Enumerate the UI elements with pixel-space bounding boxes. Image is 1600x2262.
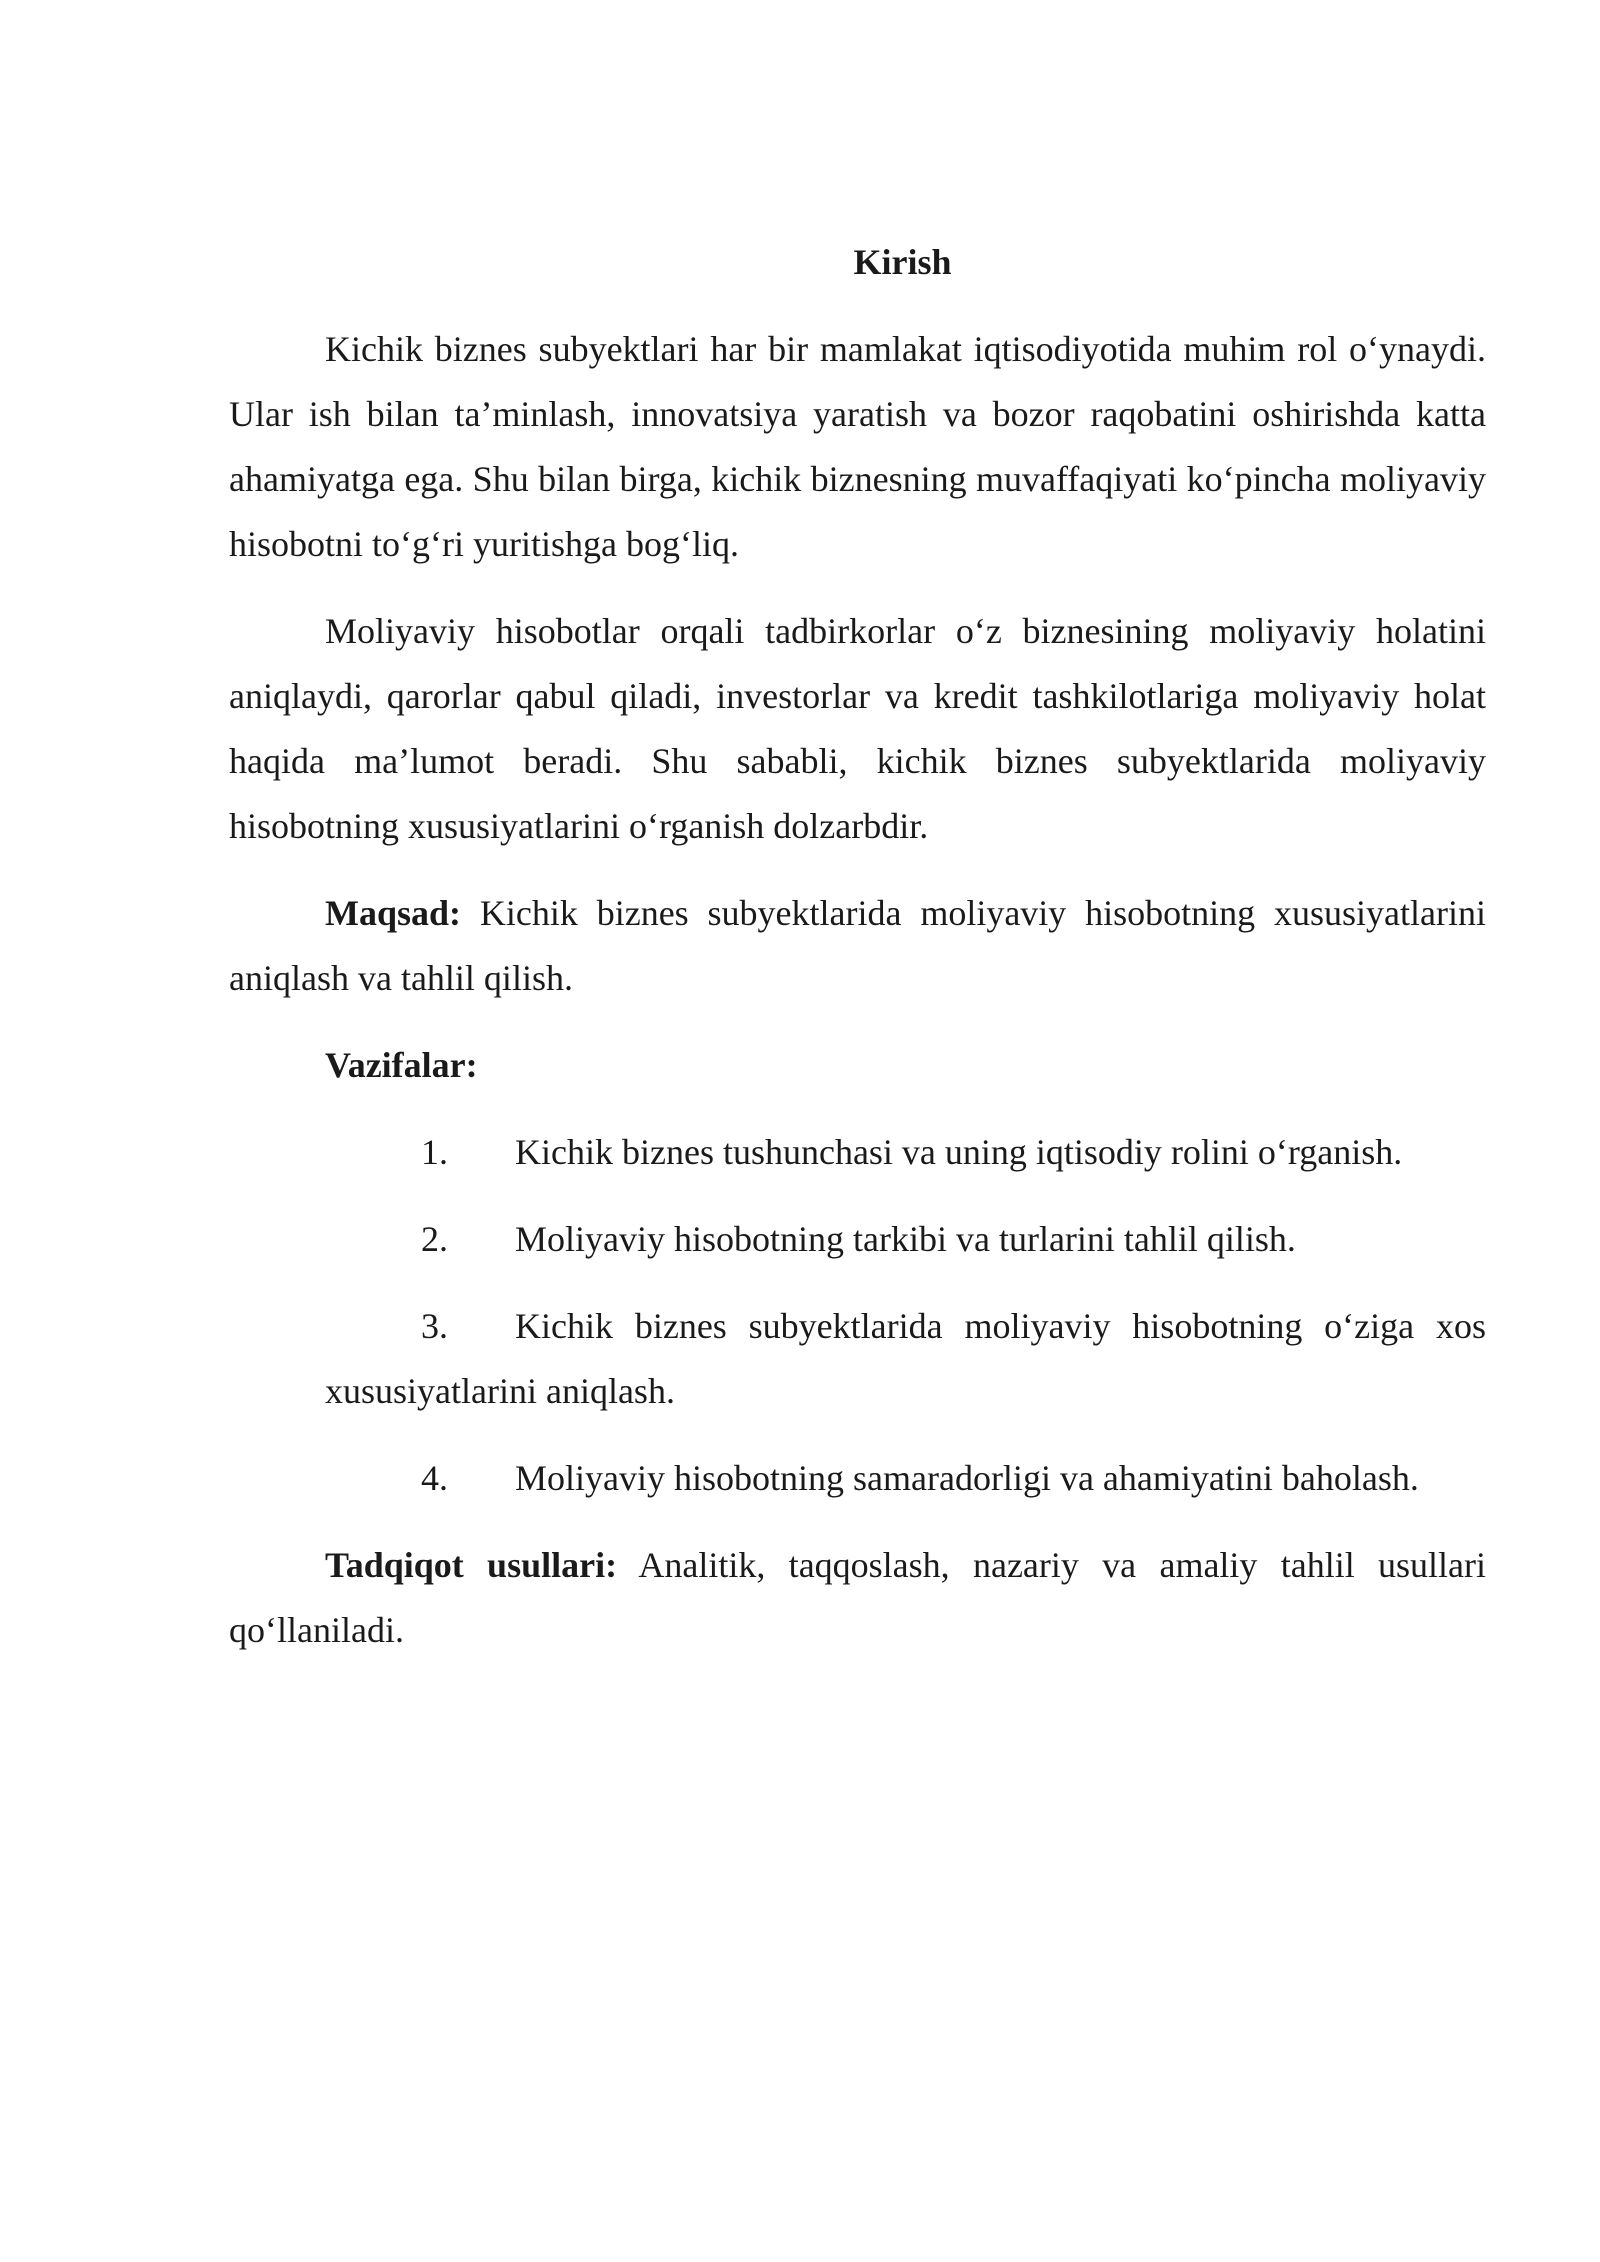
task-text: Moliyaviy hisobotning samaradorligi va ahamiyatini baholash. [515,1458,1419,1498]
task-item [229,1294,1486,1424]
task-text: Kichik biznes tushunchasi va uning iqtisodiy rolini o‘rganish. [515,1132,1403,1172]
task-item [229,1120,1486,1185]
task-item [229,1446,1486,1511]
methods-label: Tadqiqot usullari: [325,1545,618,1585]
intro-paragraph-2: Moliyaviy hisobotlar orqali tadbirkorlar o‘z biznesining moliyaviy holatini aniqlaydi, qarorlar qabul qiladi, investorlar va kredit tashkilotlariga moliyaviy holat haqida ma’lumot beradi. Shu sababli, kichik biznes subyektlarida moliyaviy hisobotning xususiyatlarini o‘rganish dolzarbdir. [229,611,1486,846]
tasks-heading: Vazifalar: [325,1045,478,1085]
task-text: Kichik biznes subyektlarida moliyaviy hisobotning o‘ziga xos xususiyatlarini aniqlash. [325,1306,1486,1411]
methods-paragraph [229,1533,1486,1663]
task-text: Moliyaviy hisobotning tarkibi va turlarini tahlil qilish. [515,1219,1296,1259]
document-body [229,230,1486,1663]
task-number: 1. [421,1132,448,1172]
methods-text: Analitik, taqqoslash, nazariy va amaliy tahlil usullari qo‘llaniladi. [229,1545,1486,1650]
task-item [229,1207,1486,1272]
goal-paragraph [229,881,1486,1011]
page-title: Kirish [853,242,952,282]
goal-text: Kichik biznes subyektlarida moliyaviy hisobotning xususiyatlarini aniqlash va tahlil qilish. [229,893,1486,998]
intro-paragraph-1: Kichik biznes subyektlari har bir mamlakat iqtisodiyotida muhim rol o‘ynaydi. Ular ish bilan ta’minlash, innovatsiya yaratish va bozor raqobatini oshirishda katta ahamiyatga ega. Shu bilan birga, kichik biznesning muvaffaqiyati ko‘pincha moliyaviy hisobotni to‘g‘ri yuritishga bog‘liq. [229,329,1486,564]
task-number: 4. [421,1458,448,1498]
task-number: 3. [421,1306,448,1346]
task-number: 2. [421,1219,448,1259]
goal-label: Maqsad: [325,893,462,933]
